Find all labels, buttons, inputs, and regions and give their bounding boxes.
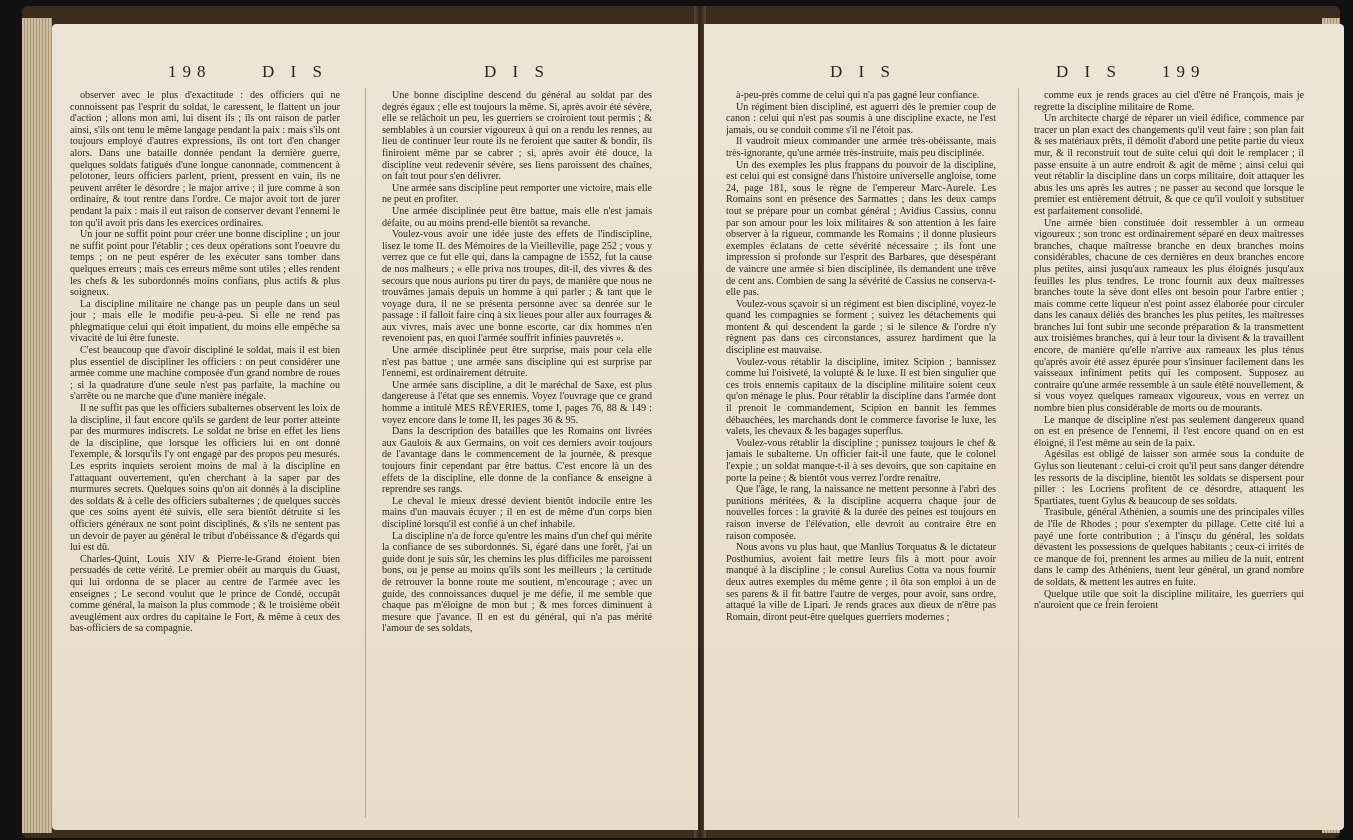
paragraph: Une armée disciplinée peut être battue, mais elle n'est jamais défaite, ou au moins prend-elle bientôt sa revanche. xyxy=(382,205,652,229)
paragraph: Trasibule, général Athénien, a soumis une des principales villes de l'île de Rhodes ; pour s'exempter du pillage. Cette cité lui a payé une forte contribution ; à l'insçu du général, les soldats dévastent les possessions de quelques habitants ; ceux-ci irrités de ce manque de foi, prennent les armes au milieu de la nuit, entrent dans le camp des Athéniens, tuent leur général, un grand nombre de soldats, & mettent les autres en fuite. xyxy=(1034,507,1304,588)
running-head: D I S xyxy=(262,62,328,81)
paragraph: La discipline militaire ne change pas un peuple dans un seul jour ; mais elle le modifie peu-à-peu. Si elle ne rend pas phlegmatique celui qui étoit impatient, du moins elle empêche sa vivacité de lui être funeste. xyxy=(70,298,340,345)
paragraph: Voulez-vous sçavoir si un régiment est bien discipliné, voyez-le quand les compagnies se forment ; suivez les détachements qui montent & qui descendent la garde ; si le silence & l'ordre n'y règnent pas dans ces circonstances, assurez hardiment que la discipline est mauvaise. xyxy=(726,298,996,357)
paragraph: à-peu-près comme de celui qui n'a pas gagné leur confiance. xyxy=(736,90,980,101)
text-column xyxy=(726,90,996,820)
paragraph: Une armée sans discipline, a dit le maréchal de Saxe, est plus dangereuse à l'état que ses ennemis. Voyez l'ouvrage que ce grand homme a intitulé MES RÊVERIES, tome I, pages 76, 88 & 149 : voyez encore dans le tome II, les pages 36 & 95. xyxy=(382,379,652,426)
running-head: D I S xyxy=(1056,62,1122,81)
page-number: 198 xyxy=(168,62,212,81)
page-number: 199 xyxy=(1162,62,1206,81)
paragraph: La discipline n'a de force qu'entre les mains d'un chef qui mérite la confiance de ses subordonnés. Si, égaré dans une forêt, j'ai un guide dont je suis sûr, les chemins les plus difficiles me paroissent bons, ou je pense au moins qu'ils sont les meilleurs ; la certitude de retrouver la bonne route me soutient, m'encourage ; avec un guide, des connoissances duquel je me défie, il me semble que chaque pas m'éloigne de mon but ; & mes forces diminuent à mesure que j'avance. Il en est du général, qui n'a pas mérité l'amour de ses soldats, xyxy=(382,530,652,635)
book-spread xyxy=(22,6,1340,838)
paragraph: Un jour ne suffit point pour créer une bonne discipline ; un jour ne suffit point pour l'établir ; ces deux opérations sont l'oeuvre du temps ; on ne peut espérer de les exécuter sans tomber dans quelques erreurs ; mais ces erreurs même sont utiles ; elles rendent les chefs & les subordonnés moins confians, plus actifs & plus soigneux. xyxy=(70,229,340,299)
right-page xyxy=(704,24,1344,830)
paragraph: C'est beaucoup que d'avoir discipliné le soldat, mais il est bien plus essentiel de discipliner les officiers : on peut considérer une armée comme une machine composée d'un grand nombre de roues ; si la quadrature d'une seule n'est pas parfaite, la machine ou s'arrête ou ne marche que d'une manière inégale. xyxy=(70,345,340,403)
text-column xyxy=(1034,90,1304,820)
paragraph: Il ne suffit pas que les officiers subalternes observent les loix de la discipline, il faut encore qu'ils se gardent de leur porter atteinte par des murmures indiscrets. Le soldat ne brise en effet les liens de la discipline, que lorsque les officiers lui en ont donné l'exemple, & lorsqu'ils l'y ont engagé par des propos peu mesurés. Les esprits inquiets seroient moins de mal à la discipline en l'attaquant ouvertement, qu'en cherchant à la saper par des murmures secrets. Quelques soins qu'on ait donnés à la discipline des soldats & à celle des officiers subalternes ; de quelques succès que ces soins ayent été suivis, elle sera bientôt détruite si les officiers généraux ne sont point disciplinés, & s'ils ne sentent pas un devoir de payer au général le tribut d'obéissance & d'égards qui lui est dû. xyxy=(70,403,340,554)
paragraph: Charles-Quint, Louis XIV & Pierre-le-Grand étoient bien persuadés de cette vérité. Le premier obéit au marquis du Guast, qui lui ordonna de se placer au centre de l'armée avec les enseignes ; Le second voulut que le prince de Condé, occupât comme général, la maison la plus commode ; & le troisième obéit aveuglément aux ordres du capitaine le Fort, & même à ceux des bas-officiers de sa compagnie. xyxy=(70,553,340,635)
paragraph: Voulez-vous rétablir la discipline ; punissez toujours le chef & jamais le subalterne. Un officier fait-il une faute, que le colonel l'expie ; un soldat manque-t-il à ses devoirs, que son capitaine en porte la peine ; & bientôt vous verrez l'ordre renaître. xyxy=(726,437,996,484)
paragraph: Voulez-vous avoir une idée juste des effets de l'indiscipline, lisez le tome II. des Mémoires de la Vieilleville, page 252 ; vous y verrez que ce fut elle qui, dans la campagne de 1552, fut la cause de nos malheurs ; « elle priva nos troupes, dit-il, des vivres & des secours que nous aurions pu tirer du pays, de manière que nous ne trouvâmes jamais depuis un homme à qui parler ; & tant que le voyage dura, il ne se présenta personne avec sa denrée sur le passage : il falloit faire cinq à six lieues pour aller aux fourrages & aux vivres, mais avec une bonne escorte, car dix hommes n'en revenoient pas, en quoi l'armée souffrit infinies pauvretés ». xyxy=(382,229,652,345)
paragraph: Dans la description des batailles que les Romains ont livrées aux Gaulois & aux Germains, on voit ces derniers avoir toujours de l'avantage dans le commencement de la journée, & presque toujours finir cependant par être battus. C'est encore là un des effets de la discipline, elle donne de la confiance & enseigne à reprendre ses rangs. xyxy=(382,426,652,496)
text-column xyxy=(382,90,652,820)
paragraph: Voulez-vous rétablir la discipline, imitez Scipion ; bannissez comme lui l'oisiveté, la volupté & le luxe. Il est bien singulier que ces trois ennemis capitaux de la discipline militaire soient ceux qu'on ménage le plus. Pour rétablir la discipline dans l'armée dont il prenoit le commandement, Scipion en bannit les femmes débauchées, les marchands dont le commerce favorise le luxe, les valets, les chevaux & les bagages superflus. xyxy=(726,356,996,438)
paragraph: Une armée sans discipline peut remporter une victoire, mais elle ne peut en profiter. xyxy=(382,182,652,206)
paragraph: Un des exemples les plus frappans du pouvoir de la discipline, est celui qui est consigné dans l'histoire universelle angloise, tome 24, page 181, sous le règne de l'empereur Marc-Aurele. Les Romains sont en présence des Sarmattes ; dans les deux camps tout se prépare pour un combat général ; Avidius Cassius, connu par son amour pour les loix militaires & son attention à les faire observer à la rigueur, commande les Romains ; il donne plusieurs exemples éclatans de cette sévérité nécessaire ; ils font une impression si profonde sur l'esprit des Barbares, que désespérant de vaincre une armée si bien disciplinée, ils demandent une trêve de cent ans. Combien de sang la sévérité de Cassius ne conserva-t-elle pas. xyxy=(726,159,996,299)
paragraph: Un régiment bien discipliné, est aguerri dès le premier coup de canon : celui qui n'est pas soumis à une discipline exacte, ne l'est jamais, ou se conduit comme s'il ne l'étoit pas. xyxy=(726,101,996,136)
paragraph: Une armée disciplinée peut être surprise, mais pour cela elle n'est pas battue ; une armée sans discipline qui est surprise par l'ennemi, est ordinairement détruite. xyxy=(382,345,652,380)
paragraph: Le manque de discipline n'est pas seulement dangereux quand on est en présence de l'ennemi, il l'est encore quand on en est éloigné, il l'est même au sein de la paix. xyxy=(1034,414,1304,449)
paragraph: Le cheval le mieux dressé devient bientôt indocile entre les mains d'un mauvais écuyer ; il en est de même d'un corps bien discipliné lorsqu'il est confié à un chef inhabile. xyxy=(382,495,652,530)
paragraph: Une bonne discipline descend du général au soldat par des degrés égaux ; elle est toujours la même. Si, après avoir été sévère, elle se relâchoit un peu, les guerriers se croiroient tout permis ; & semblables à un coursier vigoureux à qui on a rendu les rennes, au lieu de continuer leur route ils ne feroient que sauter & bondir, ils finiroient même par se cabrer ; si, après avoir été douce, la discipline veut redevenir sévère, ses liens paroissent des chaînes, on fait tout pour s'en délivrer. xyxy=(382,90,652,183)
running-head: D I S xyxy=(484,62,550,81)
paragraph: Nous avons vu plus haut, que Manlius Torquatus & le dictateur Posthumius, avoient fait mettre leurs fils à mort pour avoir manqué à la discipline ; le consul Aurelius Cotta va nous fournir deux autres exemples du même genre ; il ôta son emploi à un de ses parens & il fit battre l'autre de verges, pour avoir, sans ordre, attaqué la ville de Lipari. Je rends graces aux dieux de n'être pas Romain, diront peut-être quelques guerriers modernes ; xyxy=(726,542,996,623)
paragraph: Un architecte chargé de réparer un vieil édifice, commence par tracer un plan exact des changements qu'il veut faire ; son plan fait & ses matériaux prêts, il démolit d'abord une petite partie du vieux mur, & il reconstruit tout de suite celui qui doit le remplacer ; il passe ensuite à un autre endroit & agit de même ; ainsi celui qui veut rétablir la discipline dans un corps militaire, doit attaquer les abus les uns après les autres ; ne passer au second que lorsque le premier est entièrement détruit, & que ce qu'il vouloit y substituer est parfaitement consolidé. xyxy=(1034,113,1304,217)
paragraph: comme eux je rends graces au ciel d'être né François, mais je regrette la discipline militaire de Rome. xyxy=(1034,90,1304,113)
paragraph: Quelque utile que soit la discipline militaire, les guerriers qui n'auroient que ce frein feroient xyxy=(1034,588,1304,612)
page-edges-left xyxy=(22,18,52,833)
paragraph: Une armée bien constituée doit ressembler à un ormeau vigoureux ; son tronc est ordinairement séparé en deux maîtresses branches, chaque maîtresse branche en deux branches moins considérables, chacune de ces dernières en deux branches encore plus petites, ainsi jusqu'aux rameaux les plus éloignés jusqu'aux feuilles les plus tendres. Le tronc fournit aux deux maîtresses branches toute la sève dont elles ont besoin pour l'arbre entier ; mais comme cette liqueur n'est point assez élaborée pour circuler dans les canaux déliés des branches les plus petites, les maîtresses branches lui font subir une seconde préparation & la transmettent aux troisièmes branches, qui à leur tour la divisent & la travaillent encore, de manière qu'elle n'arrive aux rameaux les plus ténus qu'après avoir été assez épurée pour s'insinuer facilement dans les vaisseaux infiniment petits qui les composent. Supposez au contraire qu'une armée ressemble à un saule étêté nouvellement, & si vous voyez quelques rameaux vigoureux, vous en verrez un nombre bien plus considérable de morts ou de mourants. xyxy=(1034,217,1304,415)
running-head: D I S xyxy=(830,62,896,81)
column-divider xyxy=(365,88,366,818)
paragraph: Que l'âge, le rang, la naissance ne mettent personne à l'abri des punitions méritées, & la discipline acquerra chaque jour de nouvelles forces : la gravité & la durée des peines est toujours en raison inverse de l'élévation, elle devroit au contraire être en raison composée. xyxy=(726,484,996,542)
left-page xyxy=(52,24,698,830)
paragraph: observer avec le plus d'exactitude : des officiers qui ne connoissent pas l'esprit du soldat, le caressent, le flattent un jour d'action ; allons mon ami, lui disent ils ; ils ont raison de parler ainsi, s'ils ont tenu le même langage pendant la paix : mais s'ils ont toujours employé d'autres expressions, ils ont tort d'en changer alors. Dans une bataille donnée pendant la dernière guerre, quelques soldats fatigués d'une longue canonnade, commencent à pelotoner, leurs officiers parlent, prient, pressent en vain, ils ne peuvent arrêter le désordre ; le major arrive ; il jure comme à son ordinaire, & tout rentre dans l'ordre. Ce major avoit tort de jurer pendant la paix : mais il eut raison de conserver devant l'ennemi le ton qu'il avoit pris dans les exercices ordinaires. xyxy=(70,90,340,229)
paragraph: Agésilas est obligé de laisser son armée sous la conduite de Gylus son lieutenant : celui-ci croit qu'il peut sans danger détendre les ressorts de la discipline, bientôt les soldats se dispersent pour piller : les Locriens profitent de ce désordre, attaquent les Spartiates, tuent Gylus & beaucoup de ses soldats. xyxy=(1034,449,1304,507)
column-divider xyxy=(1018,88,1019,818)
text-column xyxy=(70,90,340,820)
paragraph: Il vaudroit mieux commander une armée très-obéissante, mais très-ignorante, qu'une armée très-instruite, mais peu disciplinée. xyxy=(726,136,996,159)
